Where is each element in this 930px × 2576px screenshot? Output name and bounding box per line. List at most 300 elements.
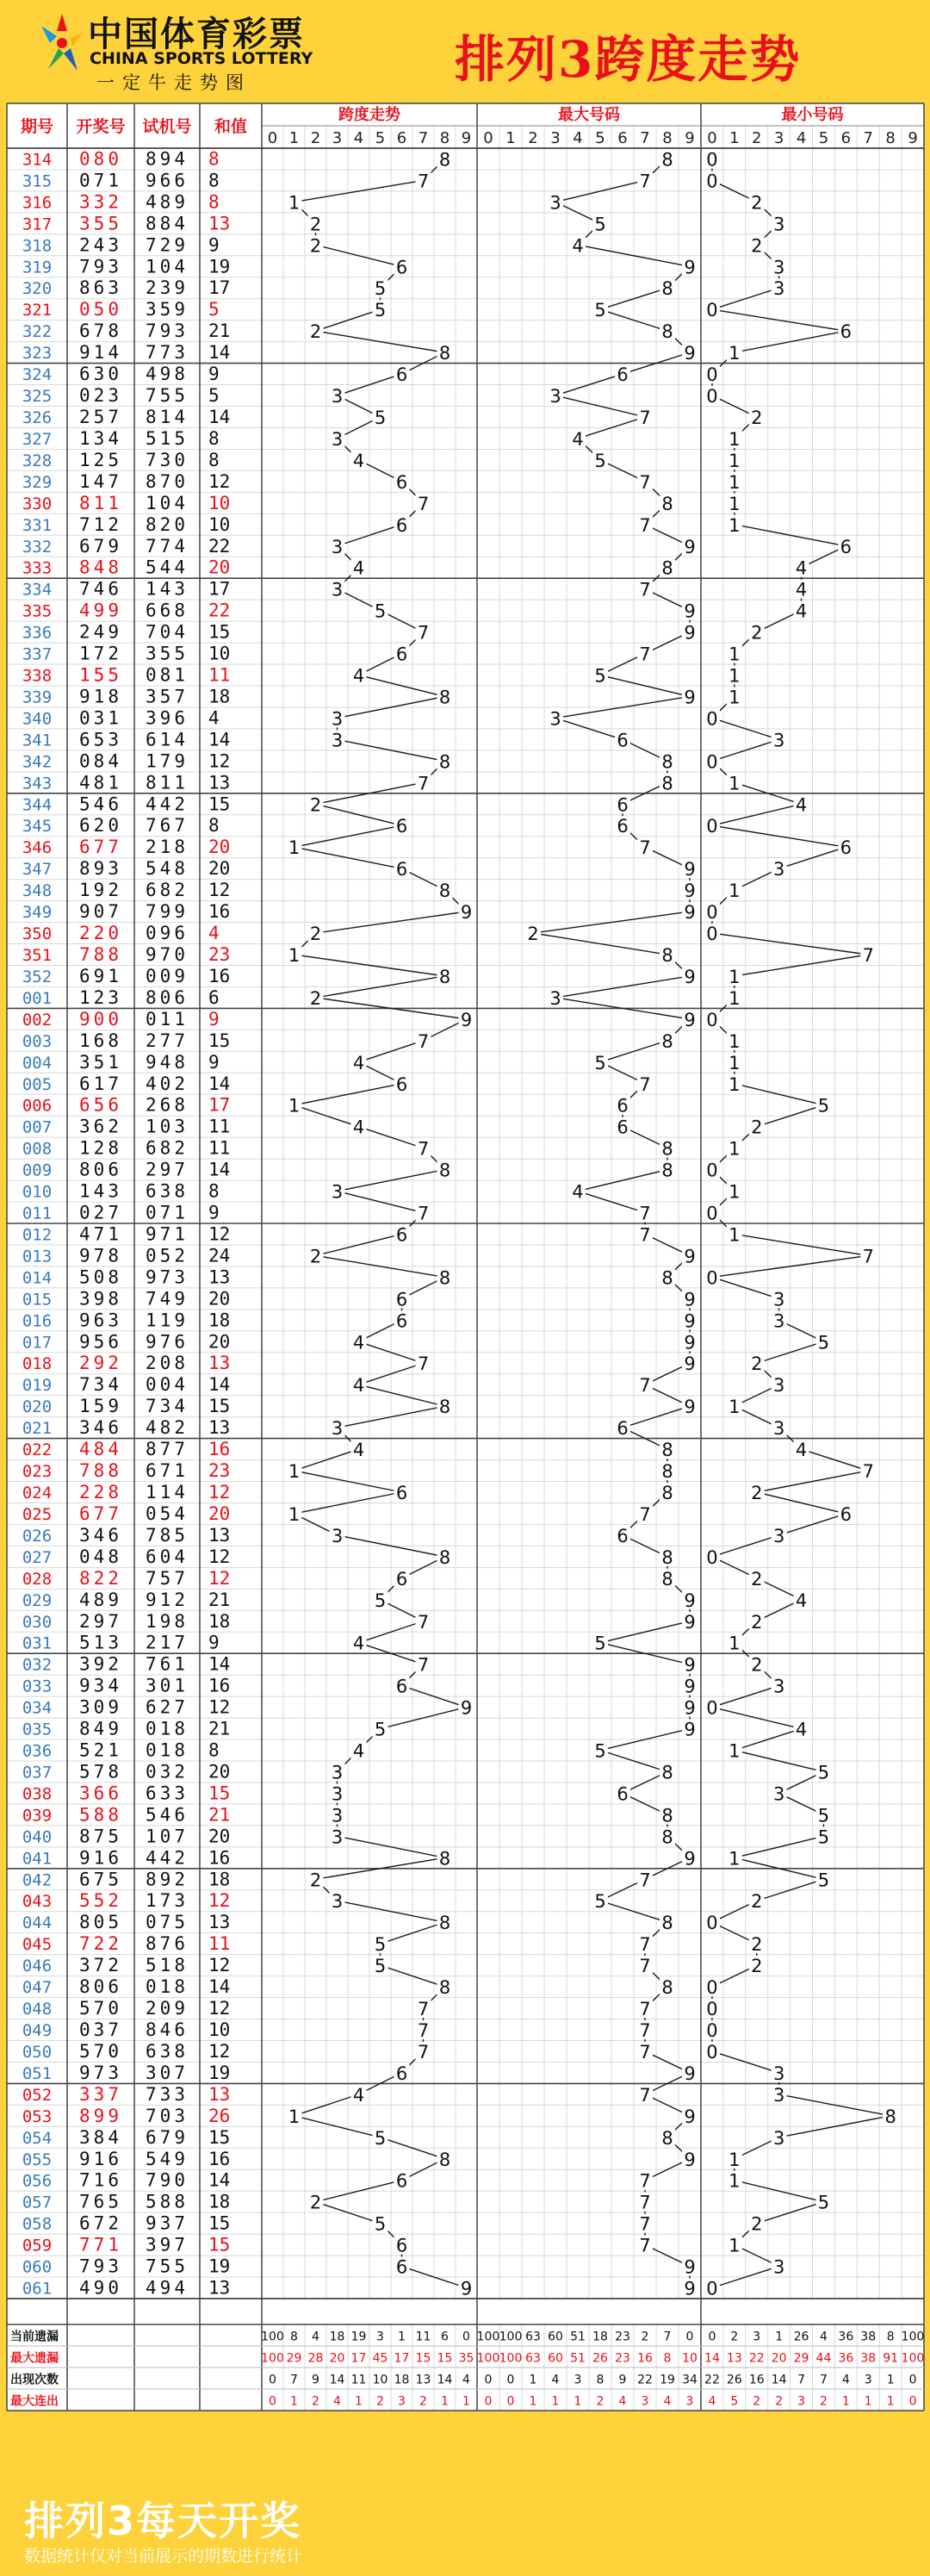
trend-marker: 6 (617, 364, 629, 386)
period-cell: 334 (22, 580, 53, 600)
draw-number-cell: 337 (79, 2083, 122, 2105)
draw-number-cell: 916 (79, 1847, 122, 1869)
trend-marker: 0 (706, 149, 718, 171)
trend-marker: 1 (728, 1138, 741, 1160)
period-cell: 325 (22, 387, 53, 407)
stats-value: 29 (793, 2351, 809, 2366)
period-cell: 326 (22, 408, 53, 427)
stats-value: 26 (793, 2330, 809, 2344)
trend-marker: 5 (594, 214, 606, 235)
trend-marker: 4 (795, 794, 808, 816)
period-cell: 336 (22, 623, 53, 643)
trend-marker: 7 (639, 2020, 651, 2041)
trend-marker: 8 (661, 1826, 673, 1848)
stats-value: 45 (372, 2351, 388, 2366)
trial-number-cell: 806 (146, 986, 189, 1008)
trend-marker: 3 (772, 2256, 785, 2278)
sum-cell: 18 (208, 1869, 231, 1890)
trend-marker: 8 (438, 343, 451, 364)
draw-number-cell: 372 (79, 1955, 122, 1976)
trend-marker: 5 (594, 1740, 606, 1762)
draw-number-cell: 679 (79, 535, 122, 557)
trend-marker: 7 (639, 1375, 651, 1397)
draw-number-cell: 675 (79, 1869, 122, 1890)
trend-marker: 9 (684, 1310, 696, 1332)
stats-value: 2 (376, 2394, 384, 2409)
trend-marker: 8 (661, 1461, 673, 1483)
sum-cell: 12 (208, 470, 231, 492)
trend-marker: 3 (331, 1783, 344, 1805)
period-cell: 035 (22, 1720, 53, 1739)
trend-marker: 9 (684, 880, 696, 902)
sum-cell: 21 (208, 1718, 231, 1739)
trend-marker: 2 (751, 408, 763, 428)
sum-cell: 14 (208, 1073, 231, 1094)
trend-marker: 7 (417, 1999, 430, 2020)
stats-value: 0 (484, 2373, 493, 2387)
trend-marker: 1 (728, 343, 741, 364)
period-cell: 319 (22, 258, 53, 277)
stats-value: 9 (312, 2373, 319, 2387)
sum-cell: 14 (208, 1374, 231, 1396)
trend-marker: 2 (751, 1956, 763, 1977)
trial-number-cell: 638 (146, 1180, 189, 1202)
stats-value: 8 (886, 2330, 895, 2344)
trial-number-cell: 208 (146, 1353, 189, 1374)
stats-value: 34 (682, 2373, 698, 2387)
trial-number-cell: 749 (146, 1288, 189, 1310)
trial-number-cell: 277 (146, 1030, 189, 1051)
trend-marker: 4 (795, 1719, 808, 1740)
period-cell: 046 (22, 1957, 53, 1976)
trend-marker: 3 (772, 1525, 785, 1546)
period-cell: 030 (22, 1612, 53, 1632)
period-cell: 023 (22, 1462, 53, 1482)
trend-marker: 9 (684, 1590, 696, 1611)
trend-marker: 7 (639, 837, 651, 859)
sum-cell: 13 (208, 1417, 231, 1439)
period-cell: 337 (22, 644, 53, 664)
period-cell: 027 (22, 1547, 53, 1567)
trend-marker: 7 (639, 1503, 651, 1525)
trend-marker: 3 (331, 730, 344, 751)
trend-marker: 5 (374, 600, 387, 622)
trend-marker: 0 (706, 386, 718, 408)
draw-number-cell: 355 (79, 213, 122, 234)
trial-number-cell: 009 (146, 965, 189, 986)
trend-marker: 3 (331, 428, 344, 450)
panel-title: 最小号码 (781, 106, 844, 124)
logo-title-cn: 中国体育彩票 (88, 15, 305, 54)
stats-value: 14 (771, 2373, 787, 2387)
trend-marker: 9 (684, 2063, 696, 2084)
trend-marker: 3 (549, 192, 561, 214)
trend-marker: 1 (728, 1030, 741, 1052)
trend-marker: 9 (684, 1611, 696, 1633)
trend-marker: 8 (661, 1483, 673, 1503)
trial-number-cell: 103 (146, 1116, 189, 1137)
draw-number-cell: 023 (79, 385, 122, 407)
stats-value: 100 (499, 2330, 523, 2344)
trend-marker: 6 (840, 1503, 852, 1525)
draw-number-cell: 588 (79, 1804, 122, 1826)
digit-header: 5 (818, 129, 829, 147)
trial-number-cell: 970 (146, 944, 189, 965)
sum-cell: 20 (208, 1288, 231, 1310)
trial-number-cell: 081 (146, 664, 189, 686)
stats-value: 2 (730, 2330, 739, 2344)
digit-header: 3 (773, 129, 784, 147)
trial-number-cell: 518 (146, 1955, 189, 1976)
draw-number-cell: 084 (79, 750, 122, 772)
period-cell: 314 (22, 150, 53, 170)
trend-marker: 7 (862, 945, 874, 966)
trend-marker: 8 (438, 1546, 451, 1568)
trial-number-cell: 173 (146, 1890, 189, 1912)
trial-number-cell: 767 (146, 815, 189, 837)
period-cell: 056 (22, 2171, 53, 2191)
stats-value: 1 (355, 2394, 363, 2409)
stats-value: 14 (704, 2351, 720, 2366)
stats-value: 2 (419, 2394, 427, 2409)
trial-number-cell: 489 (146, 191, 189, 213)
trial-number-cell: 948 (146, 1051, 189, 1073)
trial-number-cell: 143 (146, 578, 189, 600)
sum-cell: 8 (208, 191, 220, 213)
sum-cell: 12 (208, 750, 231, 772)
trial-number-cell: 104 (146, 256, 189, 277)
trial-number-cell: 793 (146, 320, 189, 342)
period-cell: 002 (22, 1010, 53, 1030)
draw-number-cell: 907 (79, 901, 122, 923)
sum-cell: 16 (208, 1675, 231, 1696)
trend-marker: 8 (661, 493, 673, 514)
sum-cell: 12 (208, 880, 231, 901)
trend-marker: 7 (639, 2192, 651, 2213)
trend-marker: 9 (684, 902, 696, 924)
sum-cell: 12 (208, 1696, 231, 1718)
trial-number-cell: 546 (146, 1804, 189, 1826)
trial-number-cell: 032 (146, 1761, 189, 1783)
trend-marker: 9 (684, 687, 696, 708)
trend-marker: 8 (661, 1160, 673, 1181)
stats-value: 7 (290, 2373, 298, 2387)
trend-marker: 4 (352, 2084, 365, 2106)
period-cell: 007 (22, 1117, 53, 1137)
period-cell: 352 (22, 967, 53, 986)
stats-value: 3 (864, 2373, 872, 2387)
trial-number-cell: 971 (146, 1223, 189, 1245)
period-cell: 040 (22, 1827, 53, 1847)
draw-number-cell: 973 (79, 2062, 122, 2083)
stats-value: 15 (415, 2351, 431, 2366)
draw-number-cell: 172 (79, 643, 122, 664)
trend-marker: 1 (288, 1461, 301, 1483)
trial-number-cell: 071 (146, 1202, 189, 1223)
sum-cell: 9 (208, 364, 220, 385)
trial-number-cell: 761 (146, 1653, 189, 1675)
period-cell: 350 (22, 924, 53, 944)
period-cell: 051 (22, 2063, 53, 2083)
draw-number-cell: 366 (79, 1783, 122, 1804)
stats-label: 最大遗漏 (10, 2351, 59, 2366)
draw-number-cell: 143 (79, 1180, 122, 1202)
stats-value: 60 (548, 2330, 563, 2344)
trend-marker: 1 (288, 192, 301, 214)
period-cell: 343 (22, 774, 53, 793)
digit-header: 1 (288, 129, 300, 147)
trend-marker: 6 (395, 1676, 408, 1697)
sum-cell: 10 (208, 2019, 231, 2040)
stats-value: 20 (329, 2351, 345, 2366)
draw-number-cell: 712 (79, 513, 122, 535)
trend-marker: 4 (352, 1633, 365, 1654)
trend-marker: 7 (639, 2170, 651, 2192)
sum-cell: 14 (208, 1976, 231, 1998)
trial-number-cell: 811 (146, 772, 189, 793)
footer-title: 排列3每天开奖 (24, 2498, 302, 2544)
trial-number-cell: 633 (146, 1783, 189, 1804)
trend-marker: 7 (639, 1203, 651, 1224)
trend-marker: 3 (331, 1418, 344, 1440)
trend-marker: 0 (706, 2020, 718, 2041)
column-header: 期号 (20, 117, 54, 136)
draw-number-cell: 849 (79, 1718, 122, 1739)
trend-marker: 5 (594, 1633, 606, 1654)
period-cell: 318 (22, 236, 53, 256)
trend-marker: 8 (661, 1138, 673, 1160)
trial-number-cell: 588 (146, 2191, 189, 2212)
stats-value: 26 (726, 2373, 742, 2387)
stats-value: 0 (908, 2394, 917, 2409)
trend-marker: 1 (728, 1397, 741, 1418)
period-cell: 031 (22, 1633, 53, 1653)
trend-marker: 8 (661, 149, 673, 171)
trend-marker: 6 (617, 1095, 629, 1117)
trend-marker: 3 (331, 708, 344, 730)
draw-number-cell: 653 (79, 729, 122, 750)
trend-marker: 7 (639, 2041, 651, 2063)
trend-marker: 3 (772, 1310, 785, 1332)
sum-cell: 8 (208, 170, 220, 191)
stats-value: 1 (864, 2394, 872, 2409)
sum-cell: 13 (208, 2083, 231, 2105)
draw-number-cell: 192 (79, 880, 122, 901)
draw-number-cell: 037 (79, 2019, 122, 2040)
trend-marker: 7 (639, 514, 651, 536)
trend-marker: 0 (706, 902, 718, 924)
stats-value: 8 (663, 2351, 672, 2366)
trend-marker: 8 (438, 1977, 451, 1999)
period-cell: 053 (22, 2106, 53, 2126)
stats-value: 15 (437, 2351, 453, 2366)
trend-marker: 9 (684, 600, 696, 622)
digit-header: 7 (418, 129, 429, 147)
trend-marker: 7 (639, 2084, 651, 2106)
trend-marker: 7 (862, 1246, 874, 1267)
trial-number-cell: 730 (146, 449, 189, 470)
stats-value: 28 (307, 2351, 324, 2366)
trend-marker: 6 (617, 794, 629, 816)
period-cell: 059 (22, 2236, 53, 2256)
stats-value: 1 (441, 2394, 449, 2409)
sum-cell: 12 (208, 1955, 231, 1976)
trend-marker: 2 (309, 1246, 322, 1267)
trend-marker: 4 (352, 1740, 365, 1762)
trend-marker: 9 (684, 622, 696, 644)
trend-marker: 9 (460, 1009, 473, 1030)
trend-marker: 1 (728, 2170, 741, 2192)
sum-cell: 4 (208, 923, 220, 944)
trend-marker: 4 (352, 665, 365, 687)
period-cell: 340 (22, 709, 53, 729)
draw-number-cell: 806 (79, 1976, 122, 1998)
period-cell: 344 (22, 795, 53, 815)
trend-marker: 6 (395, 1310, 408, 1332)
draw-number-cell: 765 (79, 2191, 122, 2212)
sum-cell: 22 (208, 535, 231, 557)
trend-marker: 1 (728, 1052, 741, 1073)
trend-marker: 6 (395, 1073, 408, 1095)
period-cell: 328 (22, 451, 53, 470)
stats-value: 4 (618, 2394, 627, 2409)
period-cell: 001 (22, 988, 53, 1008)
trend-marker: 7 (639, 408, 651, 428)
stats-label: 最大连出 (10, 2394, 59, 2409)
trend-marker: 6 (395, 859, 408, 880)
stats-value: 1 (529, 2373, 537, 2387)
trend-marker: 5 (817, 1095, 830, 1117)
trend-marker: 9 (684, 536, 696, 557)
draw-number-cell: 159 (79, 1396, 122, 1417)
stats-value: 0 (708, 2330, 716, 2344)
draw-number-cell: 490 (79, 2277, 122, 2299)
trend-marker: 9 (684, 859, 696, 880)
trend-marker: 2 (751, 1891, 763, 1913)
sum-cell: 11 (208, 1116, 231, 1137)
draw-number-cell: 570 (79, 2040, 122, 2062)
draw-number-cell: 499 (79, 600, 122, 621)
period-cell: 010 (22, 1182, 53, 1202)
stats-value: 3 (574, 2373, 582, 2387)
trend-marker: 1 (728, 428, 741, 450)
trial-number-cell: 075 (146, 1912, 189, 1933)
trend-marker: 3 (772, 214, 785, 235)
draw-number-cell: 716 (79, 2169, 122, 2191)
sum-cell: 14 (208, 2169, 231, 2191)
trial-number-cell: 937 (146, 2212, 189, 2234)
trial-number-cell: 785 (146, 1524, 189, 1546)
trend-marker: 9 (460, 2278, 473, 2299)
trial-number-cell: 498 (146, 364, 189, 385)
stats-value: 19 (660, 2373, 675, 2387)
draw-number-cell: 805 (79, 1912, 122, 1933)
trial-number-cell: 614 (146, 729, 189, 750)
digit-header: 4 (796, 129, 807, 147)
sum-cell: 9 (208, 234, 220, 256)
trial-number-cell: 268 (146, 1094, 189, 1116)
draw-number-cell: 123 (79, 986, 122, 1008)
trend-marker: 2 (751, 1353, 763, 1375)
trend-marker: 6 (395, 1568, 408, 1590)
trend-marker: 6 (395, 2235, 408, 2256)
trend-marker: 8 (661, 1546, 673, 1568)
trend-marker: 9 (460, 902, 473, 924)
period-cell: 315 (22, 171, 53, 191)
stats-value: 19 (350, 2330, 367, 2344)
period-cell: 324 (22, 365, 53, 385)
stats-value: 4 (333, 2394, 341, 2409)
period-cell: 322 (22, 322, 53, 342)
draw-number-cell: 332 (79, 191, 122, 213)
trial-number-cell: 239 (146, 277, 189, 299)
sum-cell: 10 (208, 492, 231, 513)
trial-number-cell: 307 (146, 2062, 189, 2083)
trend-marker: 9 (684, 1676, 696, 1697)
sum-cell: 21 (208, 320, 231, 342)
digit-header: 3 (550, 129, 561, 147)
draw-number-cell: 134 (79, 427, 122, 449)
trend-marker: 9 (460, 1697, 473, 1719)
draw-number-cell: 125 (79, 449, 122, 470)
sum-cell: 26 (208, 2105, 231, 2126)
sum-cell: 12 (208, 1546, 231, 1567)
trial-number-cell: 096 (146, 923, 189, 944)
trial-number-cell: 682 (146, 1137, 189, 1159)
digit-header: 9 (685, 129, 695, 147)
stats-value: 1 (574, 2394, 582, 2409)
period-cell: 042 (22, 1870, 53, 1890)
sum-cell: 15 (208, 793, 231, 815)
period-cell: 034 (22, 1698, 53, 1718)
sum-cell: 13 (208, 1353, 231, 1374)
draw-number-cell: 071 (79, 170, 122, 191)
trend-marker: 2 (309, 1870, 322, 1891)
draw-number-cell: 899 (79, 2105, 122, 2126)
trend-marker: 1 (288, 837, 301, 859)
draw-number-cell: 031 (79, 707, 122, 729)
stats-value: 3 (641, 2394, 649, 2409)
trend-marker: 1 (728, 493, 741, 514)
period-cell: 335 (22, 601, 53, 621)
period-cell: 020 (22, 1397, 53, 1417)
trend-marker: 3 (772, 1418, 785, 1440)
draw-number-cell: 484 (79, 1439, 122, 1460)
period-cell: 047 (22, 1978, 53, 1998)
trial-number-cell: 976 (146, 1331, 189, 1353)
stats-label: 当前遗漏 (10, 2330, 59, 2344)
draw-number-cell: 863 (79, 277, 122, 299)
trial-number-cell: 604 (146, 1546, 189, 1567)
digit-header: 5 (595, 129, 605, 147)
draw-number-cell: 914 (79, 342, 122, 364)
trend-marker: 5 (817, 1870, 830, 1891)
sum-cell: 13 (208, 2277, 231, 2299)
trend-marker: 5 (817, 1332, 830, 1353)
sum-cell: 20 (208, 557, 231, 578)
trend-marker: 4 (352, 1375, 365, 1397)
period-cell: 349 (22, 903, 53, 923)
digit-header: 8 (439, 129, 450, 147)
trend-marker: 4 (795, 1440, 808, 1461)
draw-number-cell: 918 (79, 686, 122, 707)
stats-value: 4 (663, 2394, 672, 2409)
trend-marker: 3 (772, 1676, 785, 1697)
trend-marker: 7 (639, 2213, 651, 2235)
stats-value: 2 (596, 2394, 604, 2409)
trend-marker: 7 (639, 471, 651, 493)
trend-marker: 0 (706, 708, 718, 730)
